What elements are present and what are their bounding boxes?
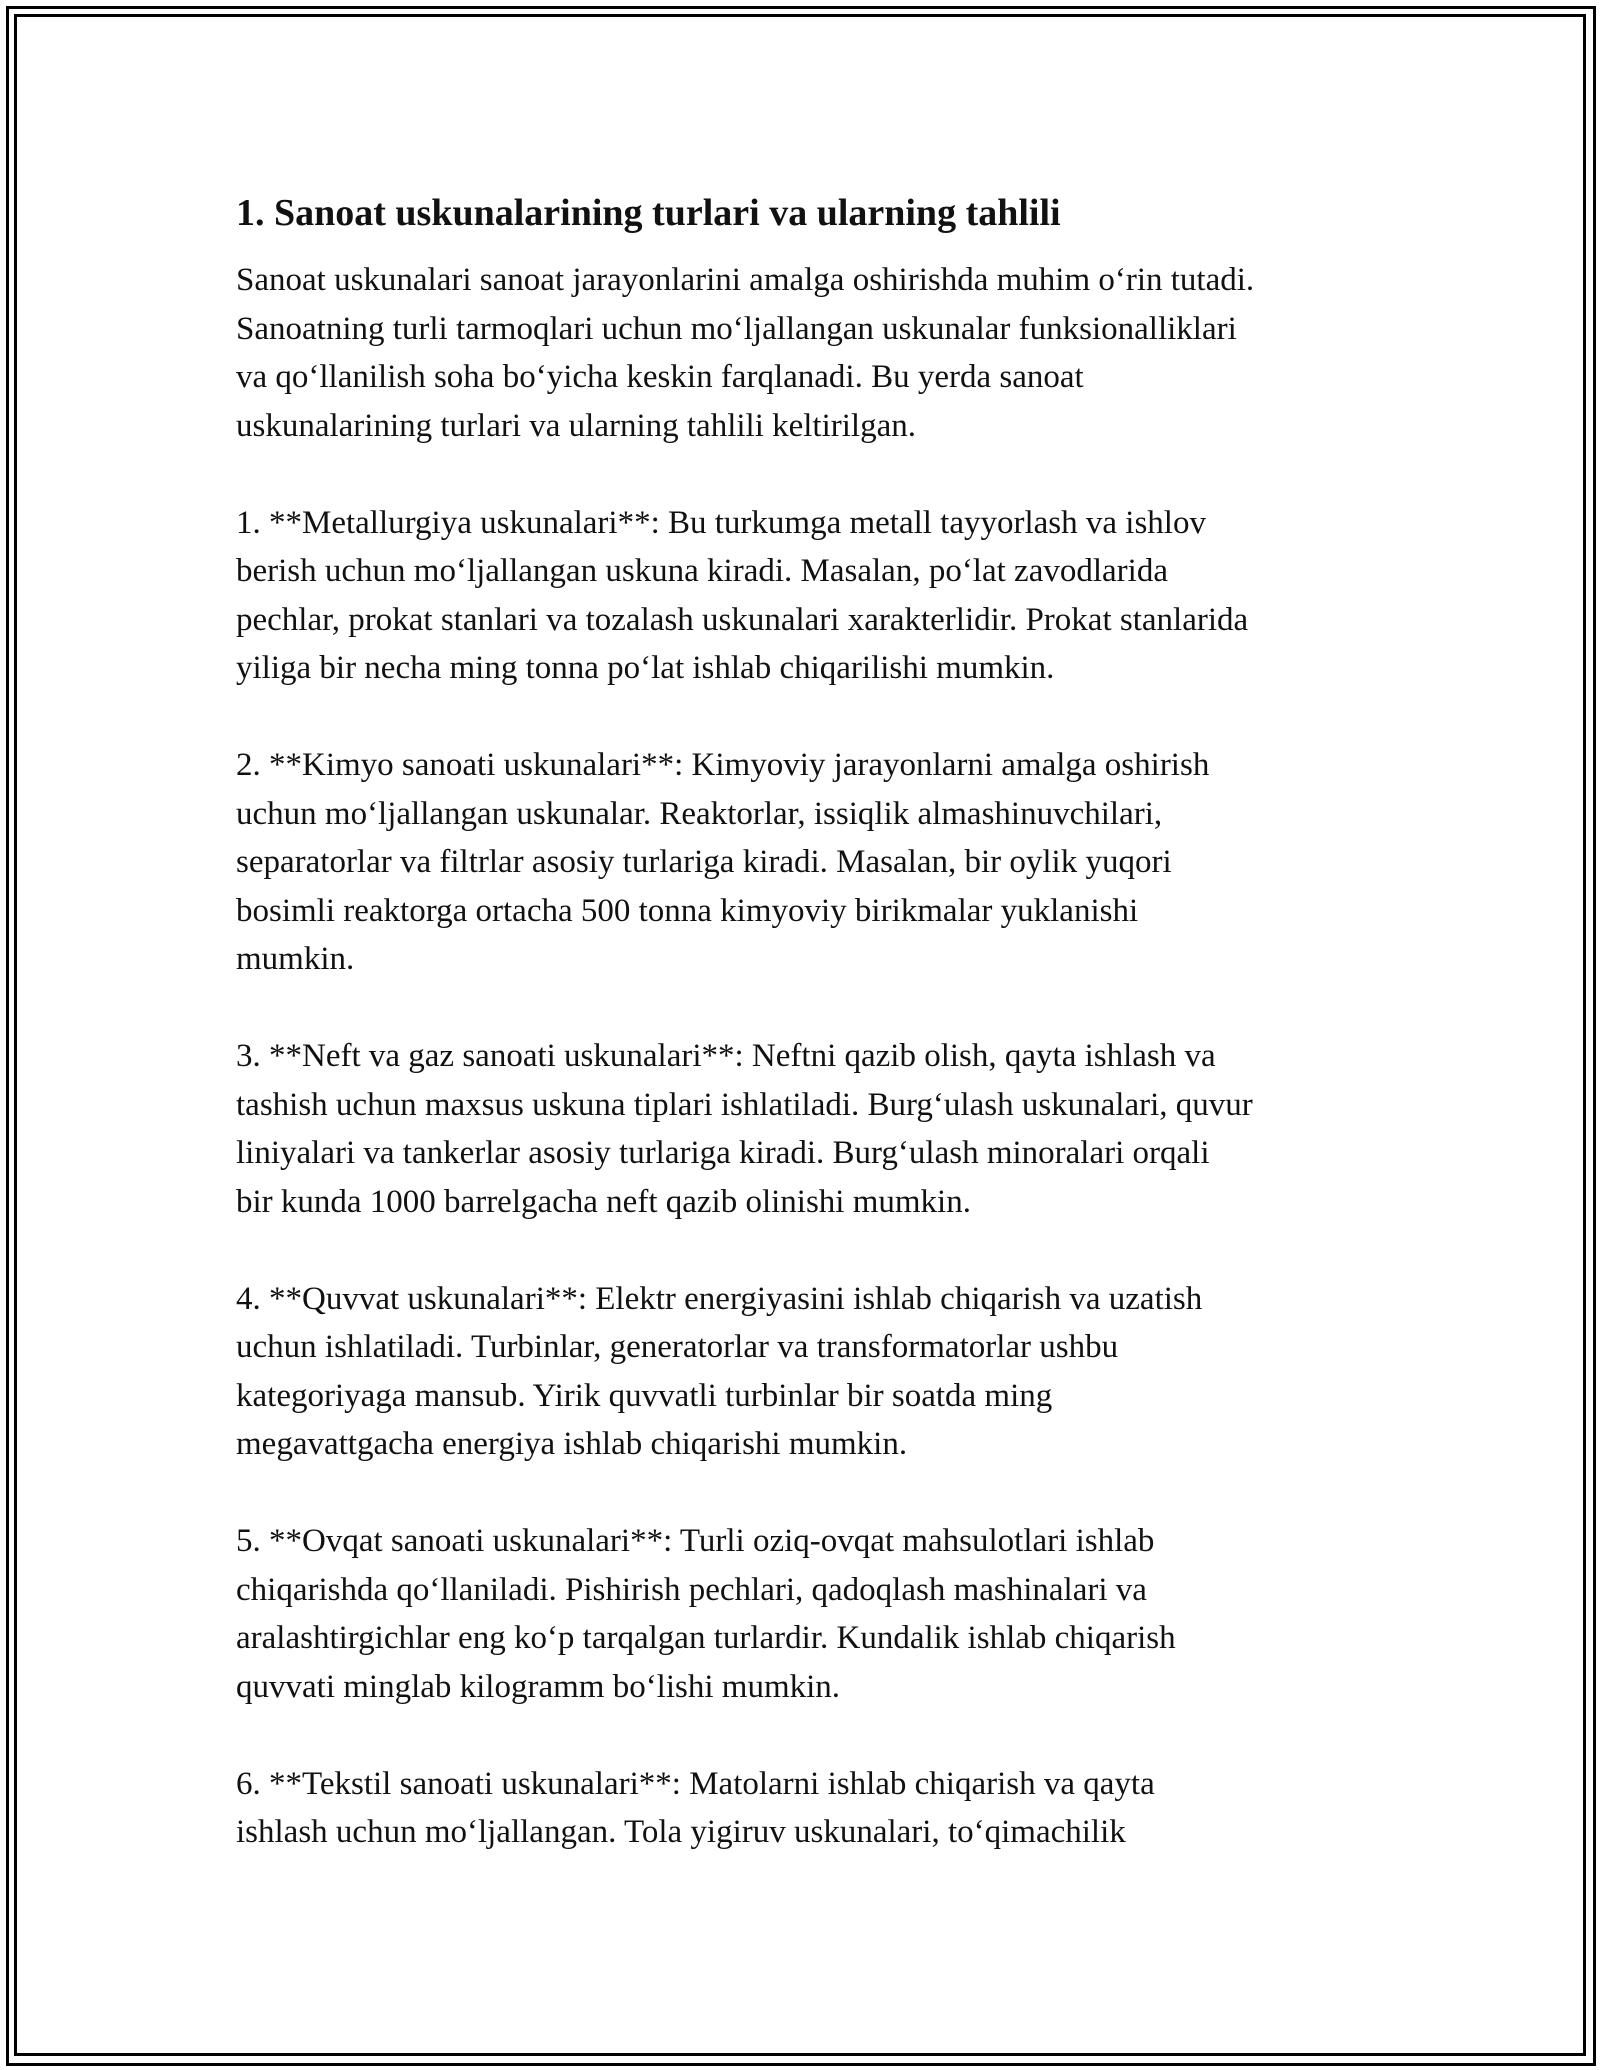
text-line: berish uchun mo‘ljallangan uskuna kiradi. Masalan, po‘lat zavodlarida	[236, 553, 1168, 589]
list-item-paragraph	[236, 741, 1386, 984]
text-line: 2. **Kimyo sanoati uskunalari**: Kimyoviy jarayonlarni amalga oshirish	[236, 747, 1210, 783]
intro-paragraph	[236, 256, 1386, 450]
text-line: tashish uchun maxsus uskuna tiplari ishlatiladi. Burg‘ulash uskunalari, quvur	[236, 1086, 1253, 1123]
list-item-paragraph	[236, 1032, 1386, 1226]
text-line: bosimli reaktorga ortacha 500 tonna kimyoviy birikmalar yuklanishi	[236, 892, 1139, 929]
text-line: chiqarishda qo‘llaniladi. Pishirish pechlari, qadoqlash mashinalari va	[236, 1571, 1147, 1608]
document-title: 1. Sanoat uskunalarining turlari va ularning tahlili	[236, 192, 1061, 234]
text-line: separatorlar va filtrlar asosiy turlariga kiradi. Masalan, bir oylik yuqori	[236, 844, 1172, 880]
text-line: uskunalarining turlari va ularning tahlili keltirilgan.	[236, 407, 916, 444]
text-line: 3. **Neft va gaz sanoati uskunalari**: Neftni qazib olish, qayta ishlash va	[236, 1038, 1216, 1074]
text-line: kategoriyaga mansub. Yirik quvvatli turbinlar bir soatda ming	[236, 1377, 1053, 1414]
list-item-paragraph	[236, 1760, 1386, 1857]
text-line: va qo‘llanilish soha bo‘yicha keskin farqlanadi. Bu yerda sanoat	[236, 359, 1084, 395]
text-line: megavattgacha energiya ishlab chiqarishi mumkin.	[236, 1426, 908, 1462]
text-line: 1. **Metallurgiya uskunalari**: Bu turkumga metall tayyorlash va ishlov	[236, 504, 1206, 541]
text-line: quvvati minglab kilogramm bo‘lishi mumkin.	[236, 1668, 841, 1705]
text-line: liniyalari va tankerlar asosiy turlariga kiradi. Burg‘ulash minoralari orqali	[236, 1135, 1210, 1171]
text-line: uchun mo‘ljallangan uskunalar. Reaktorlar, issiqlik almashinuvchilari,	[236, 795, 1163, 832]
text-line: ishlash uchun mo‘ljallangan. Tola yigiruv uskunalari, to‘qimachilik	[236, 1814, 1126, 1850]
text-line: mumkin.	[236, 941, 355, 977]
text-line: aralashtirgichlar eng ko‘p tarqalgan turlardir. Kundalik ishlab chiqarish	[236, 1620, 1176, 1656]
text-line: Sanoat uskunalari sanoat jarayonlarini amalga oshirishda muhim o‘rin tutadi.	[236, 262, 1255, 298]
text-line: 6. **Tekstil sanoati uskunalari**: Matolarni ishlab chiqarish va qayta	[236, 1765, 1155, 1802]
text-line: yiliga bir necha ming tonna po‘lat ishlab chiqarilishi mumkin.	[236, 650, 1055, 686]
list-item-paragraph	[236, 1275, 1386, 1469]
paragraph-list	[236, 256, 1386, 1857]
text-line: bir kunda 1000 barrelgacha neft qazib olinishi mumkin.	[236, 1183, 971, 1220]
text-line: 4. **Quvvat uskunalari**: Elektr energiyasini ishlab chiqarish va uzatish	[236, 1280, 1203, 1317]
list-item-paragraph	[236, 1517, 1386, 1711]
text-line: uchun ishlatiladi. Turbinlar, generatorlar va transformatorlar ushbu	[236, 1329, 1119, 1365]
list-item-paragraph	[236, 499, 1386, 693]
text-line: Sanoatning turli tarmoqlari uchun mo‘ljallangan uskunalar funksionalliklari	[236, 310, 1237, 347]
text-line: 5. **Ovqat sanoati uskunalari**: Turli oziq-ovqat mahsulotlari ishlab	[236, 1523, 1155, 1559]
document-body	[236, 188, 1386, 1905]
text-line: pechlar, prokat stanlari va tozalash uskunalari xarakterlidir. Prokat stanlarida	[236, 601, 1249, 638]
